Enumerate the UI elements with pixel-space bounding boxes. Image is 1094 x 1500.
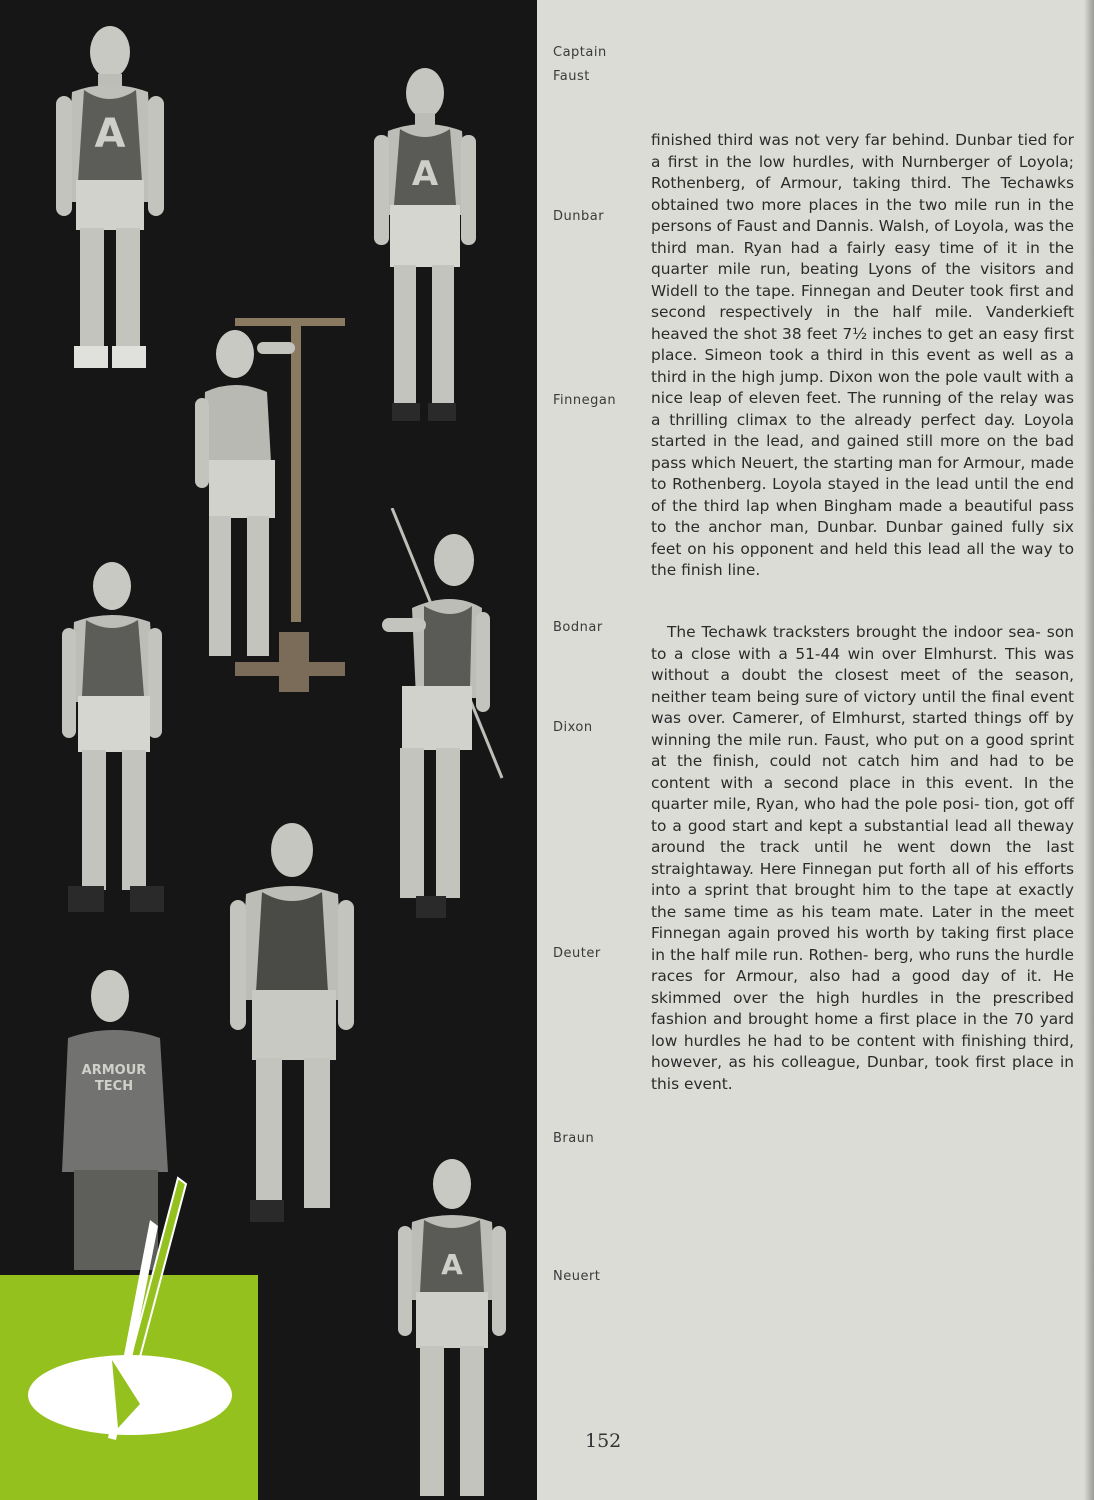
caption-dixon: Dixon [553,720,593,735]
page-gutter-shadow [1084,0,1094,1500]
text-page [537,0,1094,1500]
caption-braun: Braun [553,1131,595,1146]
svg-text:TECH: TECH [94,1079,134,1094]
hurdle-emblem-icon [0,1160,260,1500]
athlete-photo-dixon [62,552,172,922]
caption-deuter: Deuter [553,946,601,961]
svg-text:A: A [411,154,439,194]
athlete-photo-dunbar [370,55,480,435]
svg-text:ARMOUR: ARMOUR [81,1063,147,1078]
page-number: 152 [585,1430,622,1452]
athlete-photo-faust [50,12,170,382]
caption-bodnar: Bodnar [553,620,603,635]
caption-captain: Captain [553,45,607,60]
caption-faust: Faust [553,69,590,84]
caption-neuert: Neuert [553,1269,601,1284]
body-paragraph-1: finished third was not very far behind. Dunbar tied for a first in the low hurdles, with Nurnberger of Loyola; Rothenberg, of Armour, taking third. The Techawks obtained two more places in the two mile run in the persons of Faust and Dannis. Walsh, of Loyola, was the third man. Ryan had a fairly easy time of it in the quarter mile run, beating Lyons of the visitors and Widell to the tape. Finnegan and Deuter took first and second respectively in the half mile. Vanderkieft heaved the shot 38 feet 7½ inches to get an easy first place. Simeon took a third in this event as well as a third in the high jump. Dixon won the pole vault with a nice leap of eleven feet. The running of the relay was a thrilling climax to the already perfect day. Loyola started in the lead, and gained still more on the bad pass which Neuert, the starting man for Armour, made to Rothenberg. Loyola stayed in the lead until the end of the third lap when Bingham made a beautiful pass to the anchor man, Dunbar. Dunbar gained fully six feet on his opponent and held this lead all the way to the finish line. [651,131,1074,579]
athlete-photo-finnegan [195,312,345,702]
svg-text:A: A [441,1248,463,1281]
athlete-photo-panel [0,0,537,1500]
caption-finnegan: Finnegan [553,393,617,408]
athlete-photo-bodnar [372,508,512,938]
caption-dunbar: Dunbar [553,209,605,224]
body-paragraph-2: The Techawk tracksters brought the indoor sea- son to a close with a 51-44 win over Elmhurst. This was without a doubt the closest meet of the season, neither team being sure of victory until the final event was over. Camerer, of Elmhurst, started things off by winning the mile run. Faust, who put on a good sprint at the finish, could not catch him and had to be content with a second place in this event. In the quarter mile, Ryan, who had the pole posi- tion, got off to a good start and kept a substantial lead all theway around the track until he went down the last straightaway. Here Finnegan put forth all of his efforts into a sprint that brought him to the tape at exactly the same time as his team mate. Later in the meet Finnegan again proved his worth by taking first place in the half mile run. Rothen- berg, who runs the hurdle races for Armour, also had a good day of it. He skimmed over the high hurdles in the prescribed fashion and brought home a first place in the 70 yard low hurdles he had to be content with finishing third, however, as his colleague, Dunbar, took first place in this event. [651,623,1074,1093]
athlete-photo-neuert [398,1150,508,1500]
svg-text:A: A [94,111,126,157]
